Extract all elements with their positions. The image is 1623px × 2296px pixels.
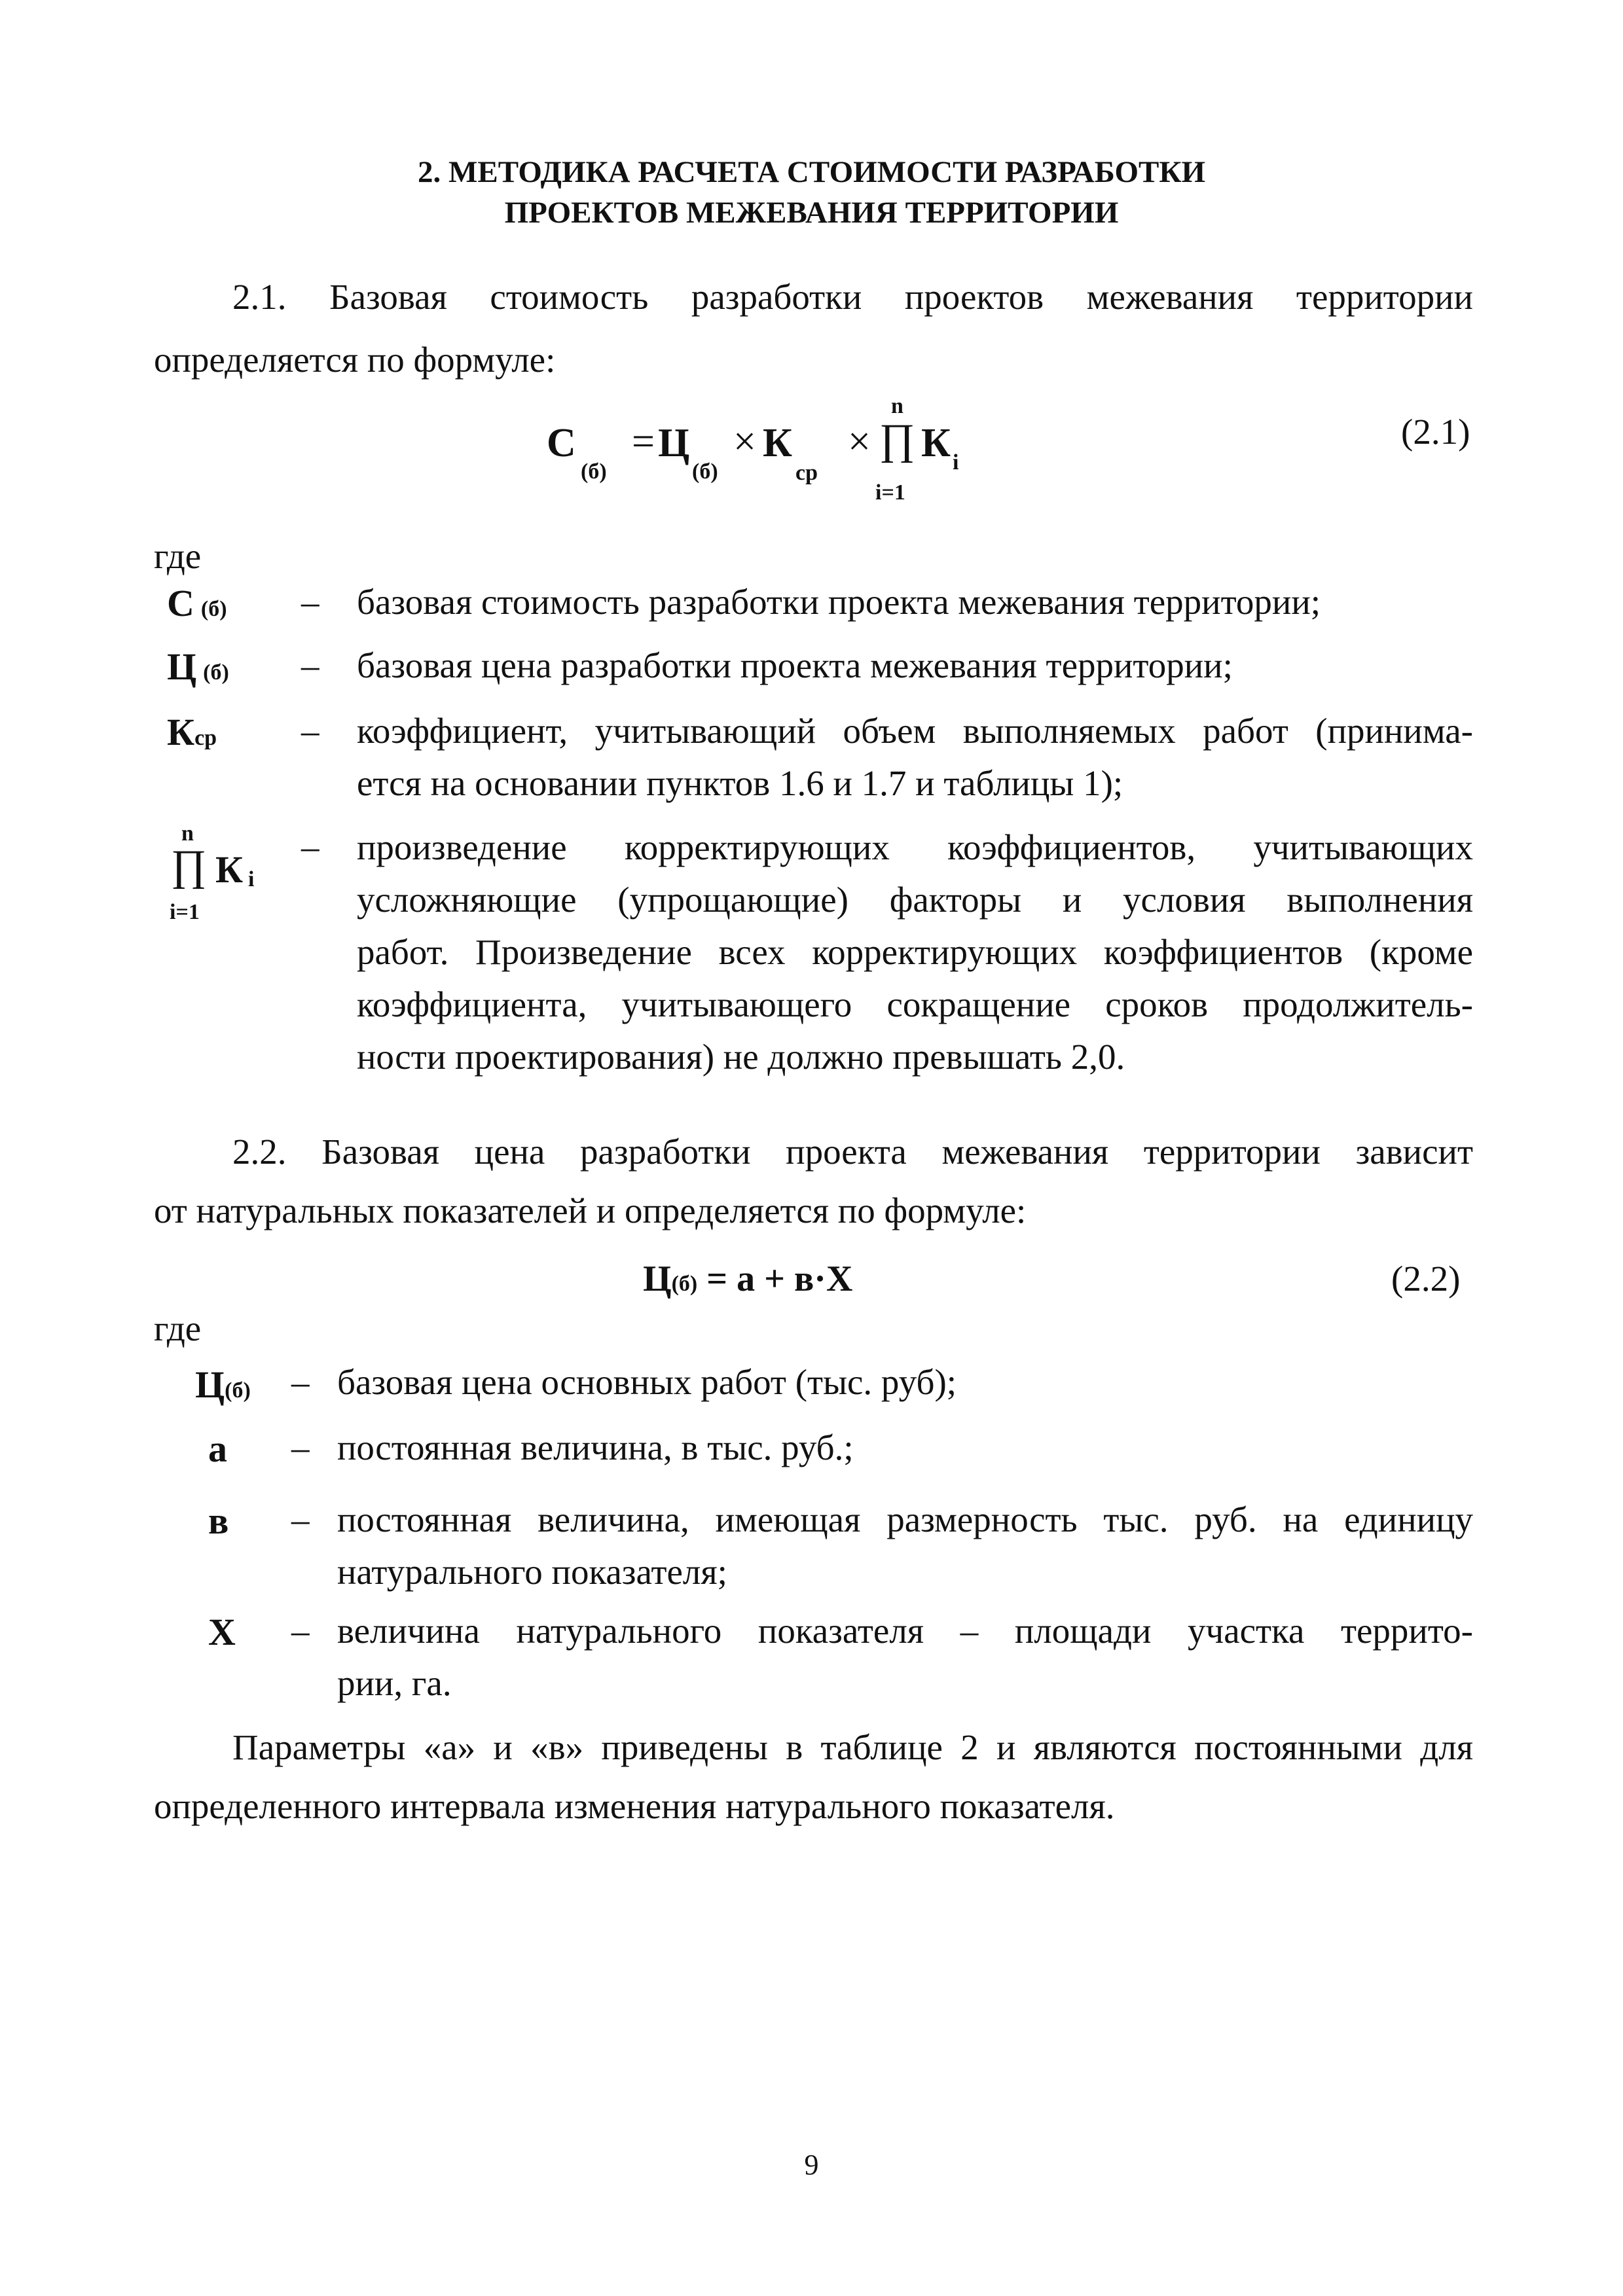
formula-symbol-ki: К <box>921 421 951 465</box>
closing-line1: Параметры «а» и «в» приведены в таблице 2 и являются постоянными для <box>232 1727 1473 1767</box>
def-text-product-line1: произведение корректирующих коэффициентов, учитывающих <box>357 827 1473 867</box>
formula-symbol-k: К <box>763 421 792 465</box>
def-text-ksr-line1: коэффициент, учитывающий объем выполняемых работ (принима- <box>357 711 1473 751</box>
where-label-2-1: где <box>154 536 202 576</box>
def-text-ksr-line2: ется на основании пунктов 1.6 и 1.7 и таблицы 1); <box>357 763 1123 803</box>
def-dash: – <box>301 582 319 622</box>
def-symbol-a: а <box>208 1427 227 1470</box>
where-label-2-2: где <box>154 1308 202 1348</box>
formula-times: × <box>848 420 871 464</box>
product-upper-limit: n <box>891 394 903 418</box>
section-heading-line1: 2. МЕТОДИКА РАСЧЕТА СТОИМОСТИ РАЗРАБОТКИ <box>417 155 1206 189</box>
def-text-x-line2: рии, га. <box>337 1663 452 1703</box>
closing-line2: определенного интервала изменения натурального показателя. <box>154 1786 1115 1826</box>
formula-sub: (б) <box>692 459 718 484</box>
def-text-v-line1: постоянная величина, имеющая размерность тыс. руб. на единицу <box>337 1499 1473 1539</box>
formula-sub: (б) <box>581 459 607 484</box>
formula-symbol-c: С <box>547 421 576 465</box>
def-symbol-v: в <box>208 1499 229 1542</box>
def-symbol-ts: Ц (б) <box>167 645 229 688</box>
def-text-x-line1: величина натурального показателя – площади участка террито- <box>337 1611 1473 1651</box>
def-text-product-line3: работ. Произведение всех корректирующих коэффициентов (кроме <box>357 932 1473 972</box>
formula-equals: = <box>632 420 655 464</box>
def-symbol-ksr: Кср <box>167 711 217 753</box>
para-2-2-line2: от натуральных показателей и определяется по формуле: <box>154 1191 1027 1230</box>
def-symbol-x: Х <box>208 1611 236 1653</box>
formula-times: × <box>733 420 756 464</box>
para-2-2-line1: 2.2. Базовая цена разработки проекта межевания территории зависит <box>232 1132 1473 1172</box>
equation-number-2-1: (2.1) <box>1401 412 1470 452</box>
def-symbol-c: С (б) <box>167 582 227 624</box>
def-text-product-line5: ности проектирования) не должно превышать 2,0. <box>357 1037 1125 1077</box>
def-dash: – <box>301 645 319 685</box>
def-text-ts: базовая цена разработки проекта межевания территории; <box>357 645 1233 685</box>
def-text-v-line2: натурального показателя; <box>337 1552 727 1592</box>
page-number: 9 <box>804 2149 819 2181</box>
def-text-product-line4: коэффициента, учитывающего сокращение сроков продолжитель- <box>357 984 1473 1024</box>
def-dash: – <box>301 827 319 867</box>
formula-sub: ср <box>795 461 818 485</box>
equation-number-2-2: (2.2) <box>1391 1259 1461 1299</box>
para-2-1-line2: определяется по формуле: <box>154 340 556 380</box>
product-lower-limit: i=1 <box>875 480 905 505</box>
formula-2-1 <box>547 394 1005 505</box>
product-symbol-icon: ∏ <box>879 416 915 463</box>
def-symbol-product: n ∏ i=1 К i <box>170 821 255 924</box>
def-symbol-ts-2: Ц(б) <box>195 1363 251 1406</box>
def-dash: – <box>291 1611 310 1651</box>
def-dash: – <box>291 1499 310 1539</box>
section-heading-line2: ПРОЕКТОВ МЕЖЕВАНИЯ ТЕРРИТОРИИ <box>504 196 1119 230</box>
formula-symbol-ts: Ц <box>658 421 690 465</box>
def-text-ts-2: базовая цена основных работ (тыс. руб); <box>337 1362 957 1402</box>
def-dash: – <box>291 1427 310 1467</box>
formula-2-2: Ц(б) = а + в·Х <box>643 1259 853 1299</box>
formula-sub: i <box>953 450 959 475</box>
def-text-product-line2: усложняющие (упрощающие) факторы и условия выполнения <box>357 880 1473 920</box>
para-2-1-line1: 2.1. Базовая стоимость разработки проектов межевания территории <box>232 277 1473 317</box>
def-dash: – <box>301 711 319 751</box>
def-dash: – <box>291 1362 310 1402</box>
def-text-c: базовая стоимость разработки проекта межевания территории; <box>357 582 1321 622</box>
def-text-a: постоянная величина, в тыс. руб.; <box>337 1427 854 1467</box>
product-symbol-icon: ∏ <box>171 842 207 889</box>
